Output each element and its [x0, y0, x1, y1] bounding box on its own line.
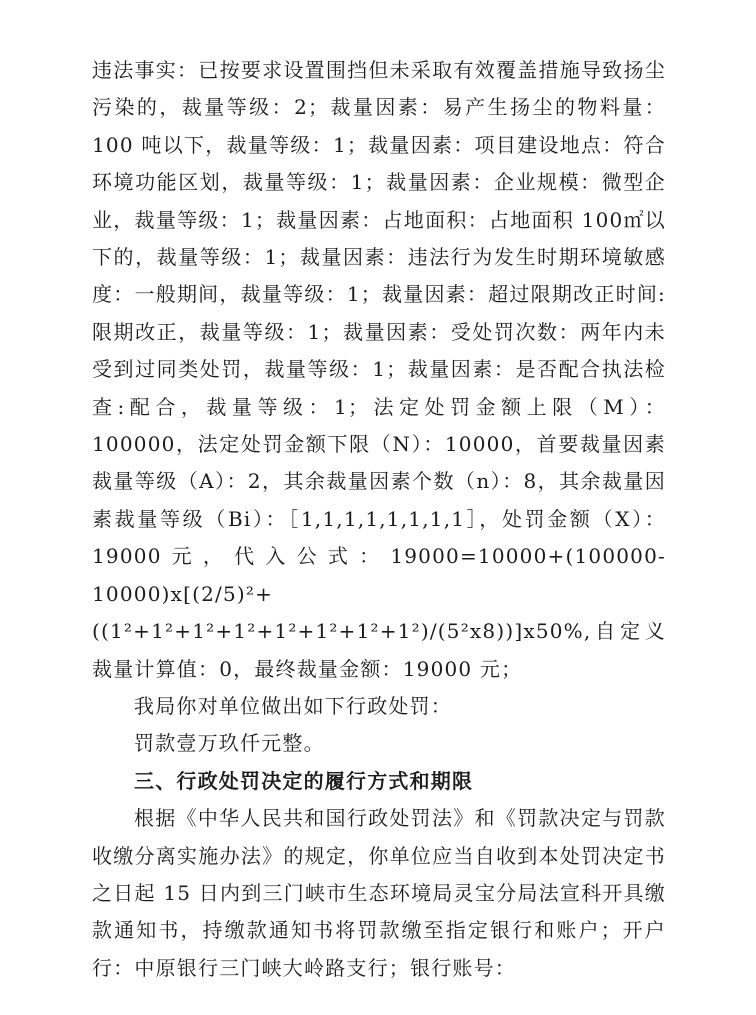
payment-instructions-paragraph: 根据《中华人民共和国行政处罚法》和《罚款决定与罚款收缴分离实施办法》的规定，你单位应当自收到本处罚决定书之日起 15 日内到三门峡市生态环境局灵宝分局法宣科开具缴款通知书，持缴款通知书将罚款缴至指定银行和账户；开户行：中原银行三门峡大岭路支行；银行账号：	[92, 806, 666, 980]
penalty-amount: 罚款壹万玖仟元整。	[134, 731, 325, 756]
section-heading-performance: 三、行政处罚决定的履行方式和期限	[134, 768, 474, 793]
decision-intro: 我局你对单位做出如下行政处罚：	[134, 693, 452, 718]
violation-facts-paragraph: 违法事实：已按要求设置围挡但未采取有效覆盖措施导致扬尘污染的，裁量等级：2；裁量因素：易产生扬尘的物料量：100 吨以下，裁量等级：1；裁量因素：项目建设地点：符合环境功能区划，裁量等级：1；裁量因素：企业规模：微型企业，裁量等级：1；裁量因素：占地面积：占地面积 100㎡以下的，裁量等级：1；裁量因素：违法行为发生时期环境敏感度：一般期间，裁量等级：1；裁量因素：超过限期改正时间:限期改正，裁量等级：1；裁量因素：受处罚次数：两年内未受到过同类处罚，裁量等级：1；裁量因素：是否配合执法检查:配合，裁量等级：1；法定处罚金额上限（M）：100000，法定处罚金额下限（N）：10000，首要裁量因素裁量等级（A）：2，其余裁量因素个数（n）：8，其余裁量因素裁量等级（Bi）：［1,1,1,1,1,1,1,1］，处罚金额（X）：19000元，代入公式：19000=10000+(100000-10000)x[(2/5)²+((1²+1²+1²+1²+1²+1²+1²+1²)/(5²x8))]x50%,自定义裁量计算值：0，最终裁量金额：19000 元；	[92, 58, 666, 681]
document-body	[92, 52, 666, 987]
